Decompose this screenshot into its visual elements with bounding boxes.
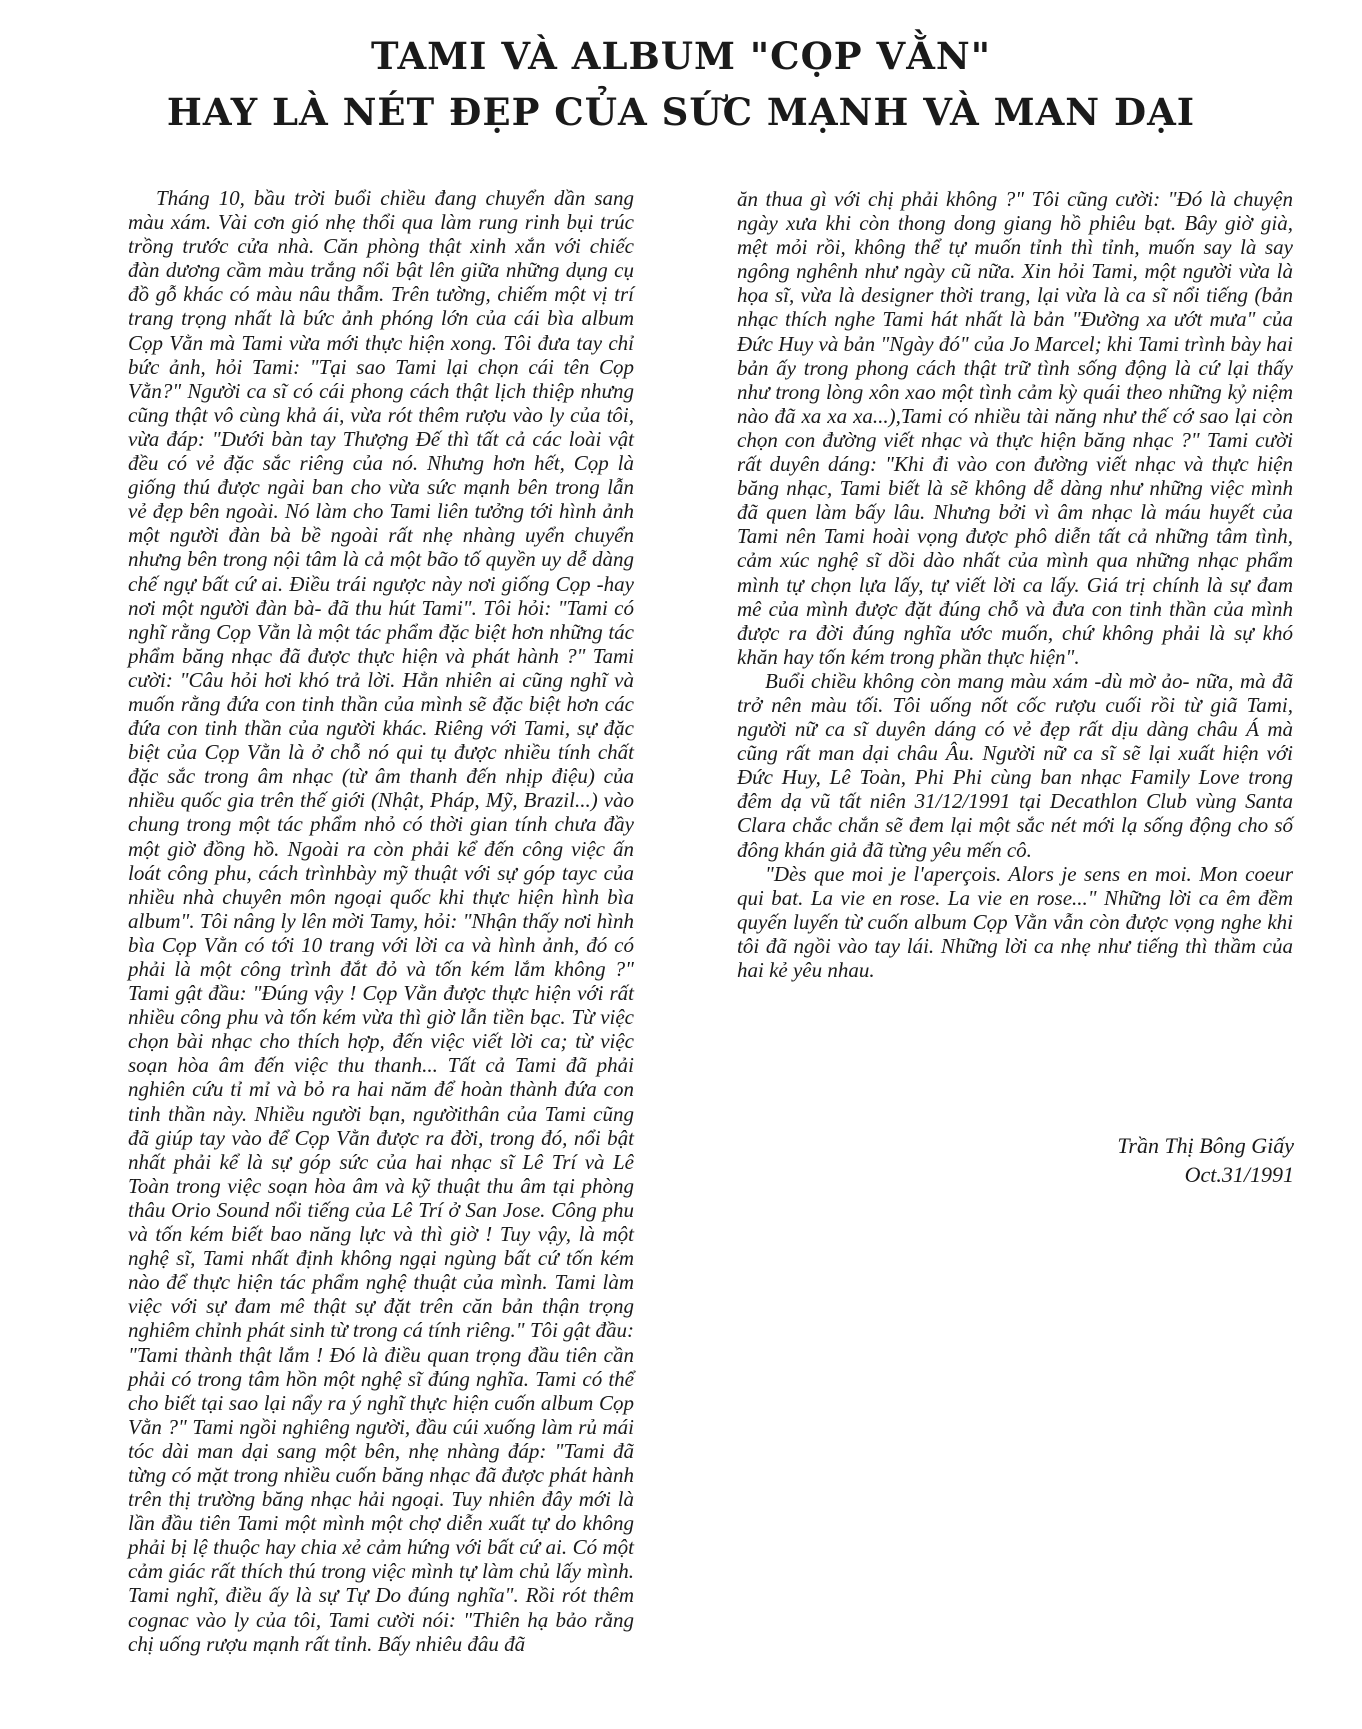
article-title [0,28,1362,140]
paragraph: "Dès que moi je l'aperçois. Alors je sens en moi. Mon coeur qui bat. La vie en rose. La vie en rose..." Những lời ca êm đềm quyến luyến từ cuốn album Cọp Vằn vẫn còn được vọng nghe khi tôi đã ngồi vào tay lái. Những lời ca nhẹ như tiếng thì thầm của hai kẻ yêu nhau. [737,861,1293,982]
article-date: Oct.31/1991 [1184,1162,1294,1187]
paragraph-continued: ăn thua gì với chị phải không ?" Tôi cũng cười: "Đó là chuyện ngày xưa khi còn thong dong giang hồ phiêu bạt. Bây giờ già, mệt mỏi rồi, không thể tự muốn tỉnh thì tỉnh, muốn say là say ngông nghênh như ngày cũ nữa. Xin hỏi Tami, một người vừa là họa sĩ, vừa là designer thời trang, lại vừa là ca sĩ nổi tiếng (bản nhạc thích nghe Tami hát nhất là bản "Đường xa ướt mưa" của Đức Huy và bản "Ngày đó" của Jo Marcel; khi Tami trình bày hai bản ấy trong phong cách thật trữ tình sống động là cứ lại thấy như trong lòng xôn xao một tình cảm kỳ quái theo những kỷ niệm nào đã xa xa xa...),Tami có nhiều tài năng như thế cớ sao lại còn chọn con đường viết nhạc và thực hiện băng nhạc ?" Tami cười rất duyên dáng: "Khi đi vào con đường viết nhạc và thực hiện băng nhạc, Tami biết là sẽ không dễ dàng như những việc mình đã quen làm bấy lâu. Nhưng bởi vì âm nhạc là máu huyết của Tami nên Tami hoài vọng được phô diễn tất cả những tâm tình, cảm xúc nghệ sĩ dồi dào nhất của mình qua những nhạc phẩm mình tự chọn lựa lấy, tự viết lời ca lấy. Giá trị chính là sự đam mê của mình được đặt đúng chỗ và đưa con tinh thần của mình được ra đời đúng nghĩa ước muốn, chứ không phải là sự khó khăn hay tốn kém trong phần thực hiện". [737,187,1293,669]
paragraph: Buổi chiều không còn mang màu xám -dù mờ ảo- nữa, mà đã trở nên màu tối. Tôi uống nốt cốc rượu cuối rồi từ giã Tami, người nữ ca sĩ duyên dáng có vẻ đẹp rất dịu dàng châu Á mà cũng rất man dại châu Âu. Người nữ ca sĩ sẽ lại xuất hiện với Đức Huy, Lê Toàn, Phi Phi cùng ban nhạc Family Love trong đêm dạ vũ tất niên 31/12/1991 tại Decathlon Club vùng Santa Clara chắc chắn sẽ đem lại một sắc nét mới lạ sống động cho số đông khán giả đã từng yêu mến cô. [737,668,1293,862]
title-line-1: TAMI VÀ ALBUM "CỌP VẰN" [370,34,992,78]
right-column [737,187,1293,982]
signature-block [1050,1131,1294,1189]
left-column [128,186,634,1656]
paragraph: Tháng 10, bầu trời buổi chiều đang chuyển dần sang màu xám. Vài cơn gió nhẹ thổi qua làm rung rinh bụi trúc trồng trước cửa nhà. Căn phòng thật xinh xắn với chiếc đàn dương cầm màu trắng nổi bật lên giữa những dụng cụ đồ gỗ khác có màu nâu thẫm. Trên tường, chiếm một vị trí trang trọng nhất là bức ảnh phóng lớn của cái bìa album Cọp Vằn mà Tami vừa mới thực hiện xong. Tôi đưa tay chỉ bức ảnh, hỏi Tami: "Tại sao Tami lại chọn cái tên Cọp Vằn?" Người ca sĩ có cái phong cách thật lịch thiệp nhưng cũng thật vô cùng khả ái, vừa rót thêm rượu vào ly của tôi, vừa đáp: "Dưới bàn tay Thượng Đế thì tất cả các loài vật đều có vẻ đặc sắc riêng của nó. Nhưng hơn hết, Cọp là giống thú được ngài ban cho vừa sức mạnh bên trong lẫn vẻ đẹp bên ngoài. Nó làm cho Tami liên tưởng tới hình ảnh một người đàn bà bề ngoài rất nhẹ nhàng uyển chuyển nhưng bên trong nội tâm là cả một bão tố quyền uy dễ dàng chế ngự bất cứ ai. Điều trái ngược này nơi giống Cọp -hay nơi một người đàn bà- đã thu hút Tami". Tôi hỏi: "Tami có nghĩ rằng Cọp Vằn là một tác phẩm đặc biệt hơn những tác phẩm băng nhạc đã được thực hiện và phát hành ?" Tami cười: "Câu hỏi hơi khó trả lời. Hẳn nhiên ai cũng nghĩ và muốn rằng đứa con tinh thần của mình sẽ đặc biệt hơn các đứa con tinh thần của người khác. Riêng với Tami, sự đặc biệt của Cọp Vằn là ở chỗ nó qui tụ được nhiều tính chất đặc sắc trong âm nhạc (từ âm thanh đến nhịp điệu) của nhiều quốc gia trên thế giới (Nhật, Pháp, Mỹ, Brazil...) vào chung trong một tác phẩm nhỏ có thời gian tính chưa đầy một giờ đồng hồ. Ngoài ra còn phải kể đến công việc ấn loát công phu, cách trìnhbày mỹ thuật với sự góp tayc của nhiều nhà chuyên môn ngoại quốc khi thực hiện hình bìa album". Tôi nâng ly lên mời Tamy, hỏi: "Nhận thấy nơi hình bìa Cọp Vằn có tới 10 trang với lời ca và hình ảnh, đó có phải là một công trình đắt đỏ và tốn kém lắm không ?" Tami gật đầu: "Đúng vậy ! Cọp Vằn được thực hiện với rất nhiều công phu và tốn kém vừa thì giờ lẫn tiền bạc. Từ việc chọn bài nhạc cho thích hợp, đến việc viết lời ca; từ việc soạn hòa âm đến việc thu thanh... Tất cả Tami đã phải nghiên cứu tỉ mỉ và bỏ ra hai năm để hoàn thành đứa con tinh thần này. Nhiều người bạn, ngườithân của Tami cũng đã giúp tay vào để Cọp Vằn được ra đời, trong đó, nổi bật nhất phải kể là sự góp sức của hai nhạc sĩ Lê Trí và Lê Toàn trong việc soạn hòa âm và kỹ thuật thu âm tại phòng thâu Orio Sound nổi tiếng của Lê Trí ở San Jose. Công phu và tốn kém biết bao năng lực và thì giờ ! Tuy vậy, là một nghệ sĩ, Tami nhất định không ngại ngùng bất cứ tốn kém nào để thực hiện tác phẩm nghệ thuật của mình. Tami làm việc với sự đam mê thật sự đặt trên căn bản thận trọng nghiêm chỉnh phát sinh từ trong cá tính riêng." Tôi gật đầu: "Tami thành thật lắm ! Đó là điều quan trọng đầu tiên cần phải có trong tâm hồn một nghệ sĩ đúng nghĩa. Tami có thể cho biết tại sao lại nẩy ra ý nghĩ thực hiện cuốn album Cọp Vằn ?" Tami ngồi nghiêng người, đầu cúi xuống làm rủ mái tóc dài man dại sang một bên, nhẹ nhàng đáp: "Tami đã từng có mặt trong nhiều cuốn băng nhạc đã được phát hành trên thị trường băng nhạc hải ngoại. Tuy nhiên đây mới là lần đầu tiên Tami một mình một chợ diễn xuất tự do không phải bị lệ thuộc hay chia xẻ cảm hứng với bất cứ ai. Có một cảm giác rất thích thú trong việc mình tự làm chủ lấy mình. Tami nghĩ, điều ấy là sự Tự Do đúng nghĩa". Rồi rót thêm cognac vào ly của tôi, Tami cười nói: "Thiên hạ bảo rằng chị uống rượu mạnh rất tỉnh. Bấy nhiêu đâu đã [128,186,634,1656]
author-name: Trần Thị Bông Giấy [1117,1133,1294,1158]
title-line-2: HAY LÀ NÉT ĐẸP CỦA SỨC MẠNH VÀ MAN DẠI [166,90,1196,134]
